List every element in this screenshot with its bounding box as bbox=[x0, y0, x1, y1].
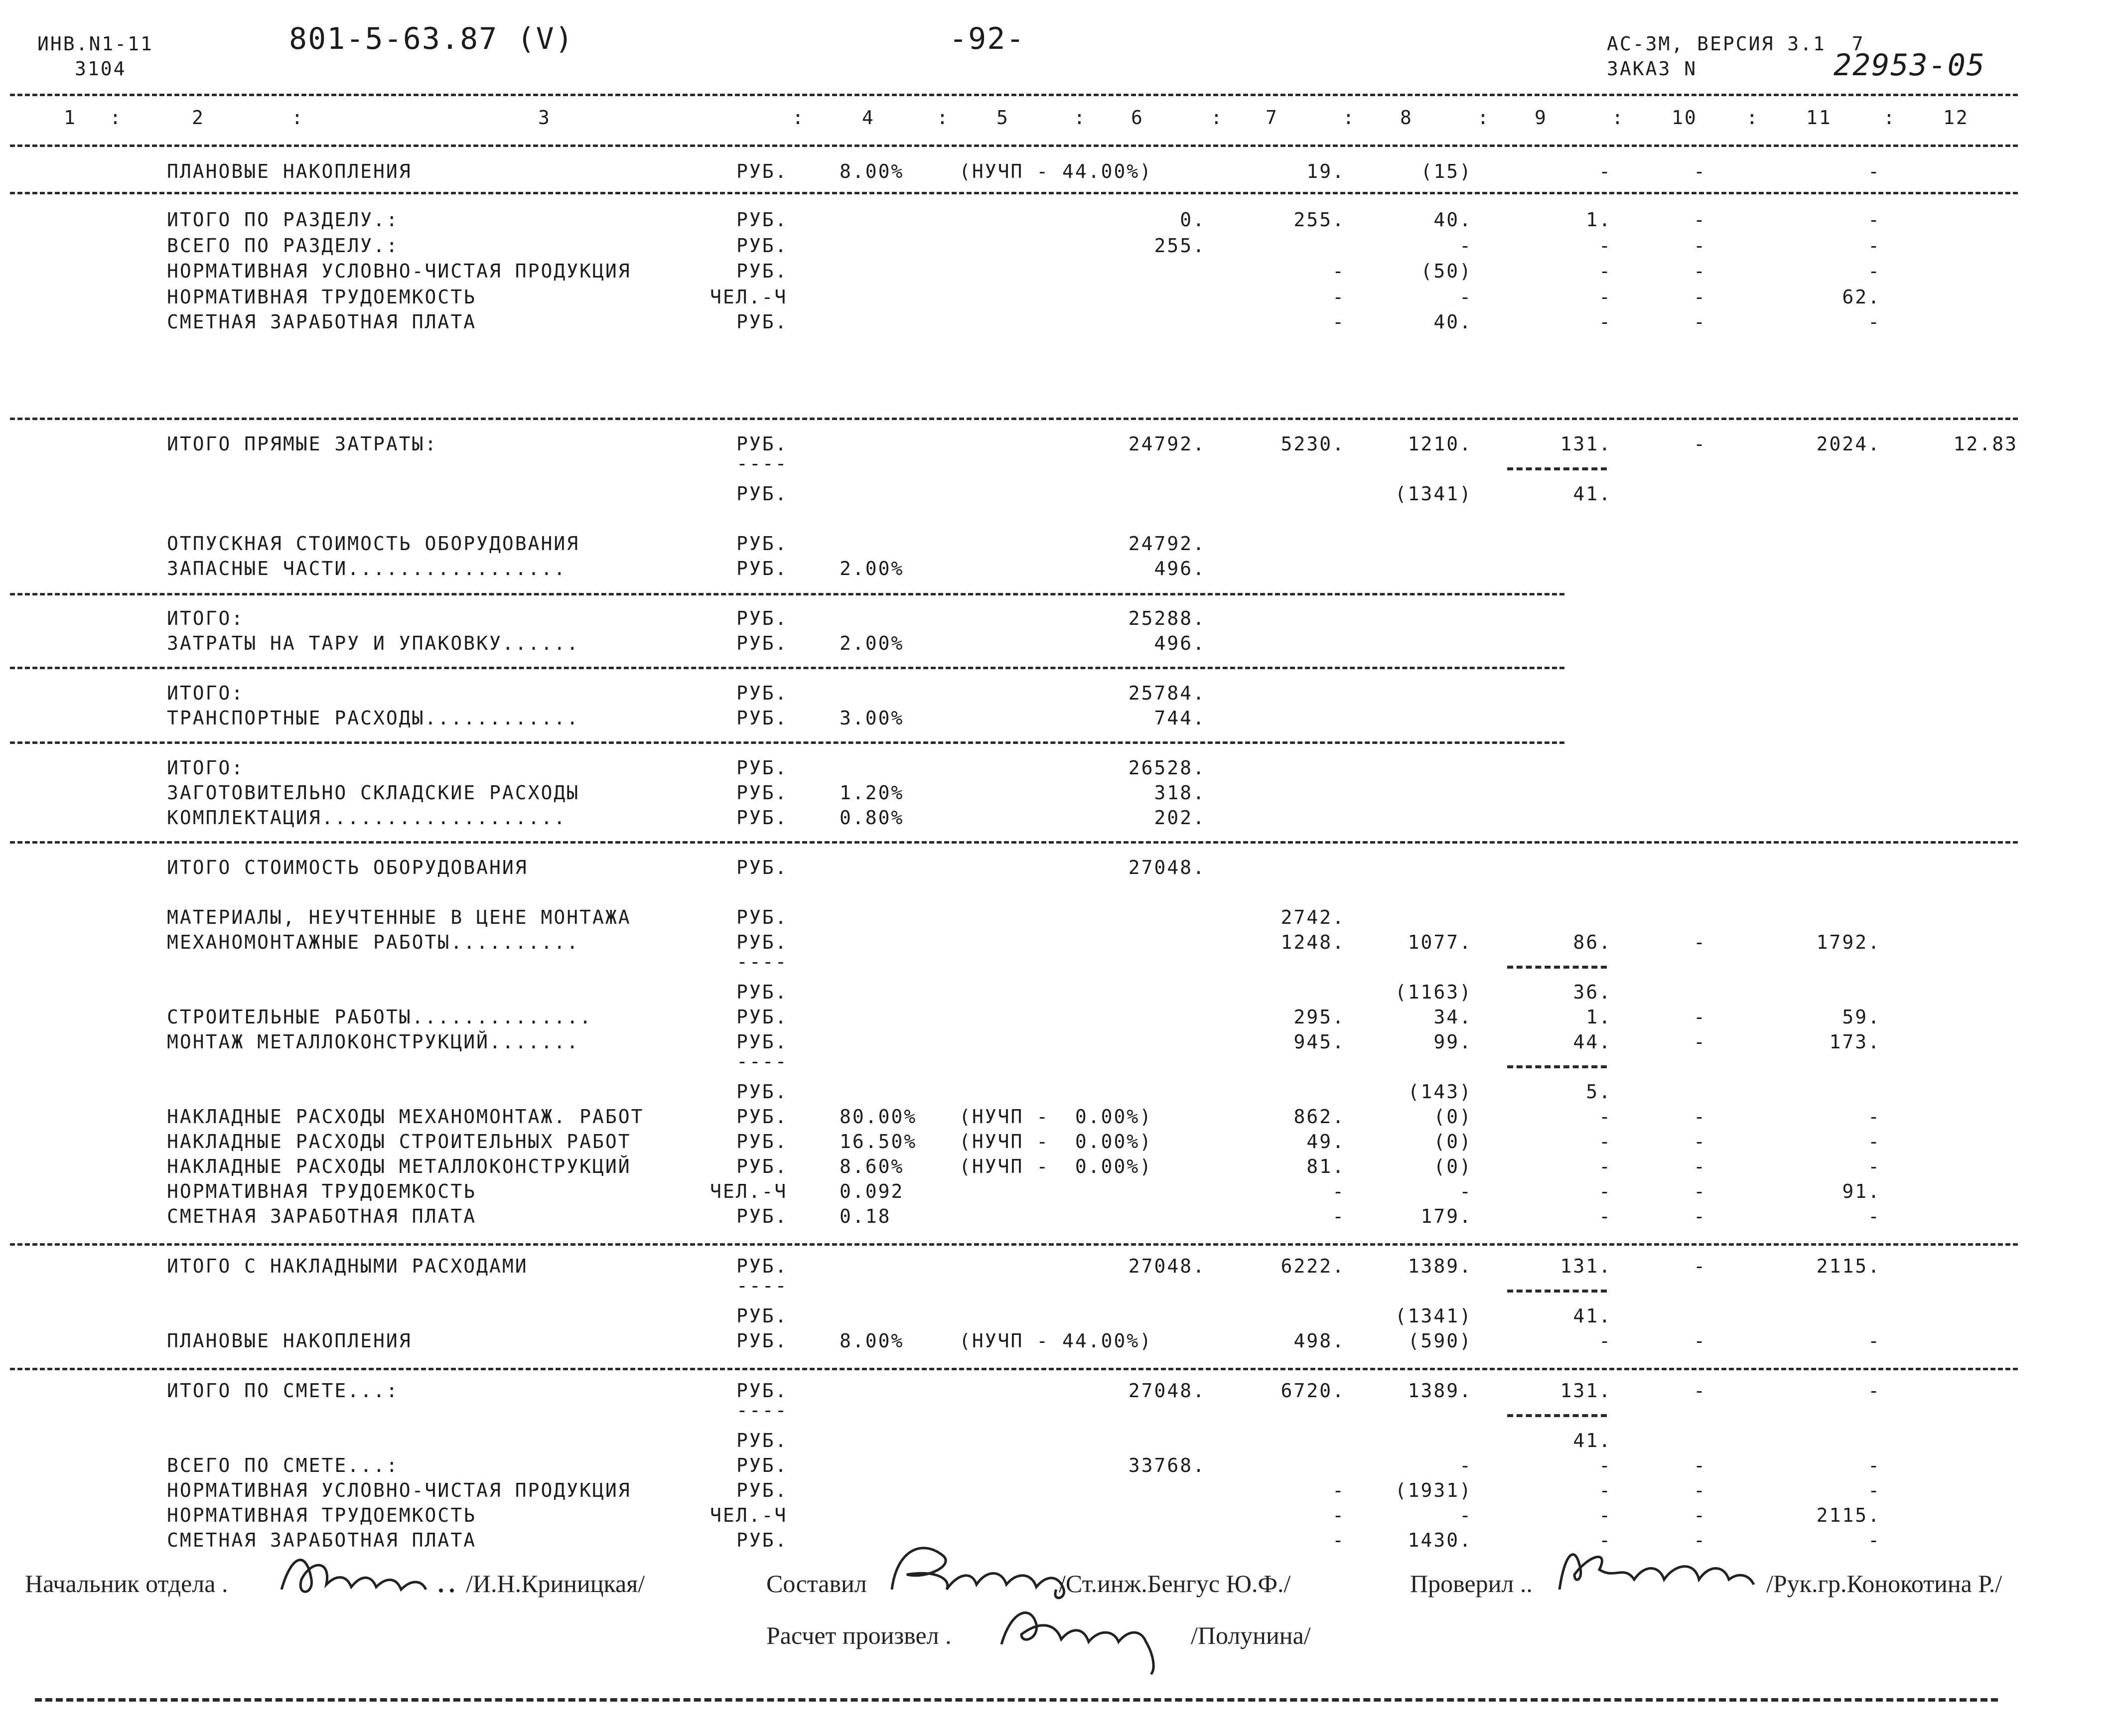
head-name: /И.Н.Криницкая/ bbox=[466, 1570, 645, 1597]
cost-cell: 24792. bbox=[1128, 533, 1206, 555]
unit-cell: РУБ. bbox=[736, 981, 788, 1003]
unit-cell: РУБ. bbox=[736, 1305, 788, 1327]
col10-cell: - bbox=[1694, 1529, 1706, 1551]
rate-cell: 1.20% bbox=[840, 782, 904, 804]
col9-cell: - bbox=[1599, 160, 1612, 182]
col11-cell: - bbox=[1868, 1454, 1881, 1476]
col11-cell: 173. bbox=[1829, 1031, 1881, 1053]
nuchp-cell: (НУЧП - 0.00%) bbox=[959, 1156, 1153, 1177]
col7-cell: - bbox=[1332, 1504, 1345, 1526]
col9-cell: - bbox=[1599, 1106, 1612, 1128]
cost-cell: 26528. bbox=[1128, 757, 1206, 779]
bottom-dashed-line bbox=[35, 1698, 1998, 1702]
col7-cell: - bbox=[1332, 260, 1345, 282]
col12-cell: 12.83 bbox=[1953, 433, 2018, 455]
cost-cell: 24792. bbox=[1128, 433, 1206, 455]
column-number: 5 bbox=[996, 107, 1009, 129]
col11-cell: 2115. bbox=[1816, 1255, 1881, 1277]
row-label: ВСЕГО ПО СМЕТЕ...: bbox=[167, 1454, 399, 1476]
col8-cell: (50) bbox=[1420, 260, 1472, 282]
col11-cell: 91. bbox=[1842, 1180, 1881, 1202]
unit-cell: РУБ. bbox=[736, 209, 788, 231]
row-label: СТРОИТЕЛЬНЫЕ РАБОТЫ.............. bbox=[167, 1006, 592, 1028]
row-label: ИТОГО С НАКЛАДНЫМИ РАСХОДАМИ bbox=[167, 1255, 528, 1277]
unit-cell: ЧЕЛ.-Ч bbox=[710, 286, 788, 308]
col7-cell: 2742. bbox=[1280, 906, 1345, 928]
column-number: 8 bbox=[1400, 107, 1413, 129]
col9-cell: 36. bbox=[1573, 981, 1612, 1003]
checked-signature bbox=[1545, 1535, 1764, 1604]
unit-cell: РУБ. bbox=[736, 1430, 788, 1451]
order-label: ЗАКАЗ N bbox=[1607, 58, 1697, 80]
unit-cell: РУБ. bbox=[736, 682, 788, 704]
rate-cell: 16.50% bbox=[840, 1131, 917, 1153]
col8-cell: 40. bbox=[1433, 311, 1472, 333]
unit-cell: РУБ. bbox=[736, 782, 788, 804]
row-label: НАКЛАДНЫЕ РАСХОДЫ МЕХАНОМОНТАЖ. РАБОТ bbox=[167, 1106, 644, 1128]
cost-cell: 496. bbox=[1154, 632, 1206, 654]
row-label: НОРМАТИВНАЯ УСЛОВНО-ЧИСТАЯ ПРОДУКЦИЯ bbox=[167, 260, 631, 282]
cost-cell: 255. bbox=[1154, 235, 1206, 257]
col10-cell: - bbox=[1694, 1131, 1706, 1153]
rate-cell: 80.00% bbox=[840, 1106, 917, 1128]
row-label: ИТОГО: bbox=[167, 607, 245, 629]
col9-cell: 44. bbox=[1573, 1031, 1612, 1053]
col7-cell: - bbox=[1332, 1205, 1345, 1227]
col8-cell: (143) bbox=[1408, 1081, 1472, 1103]
row-label: ТРАНСПОРТНЫЕ РАСХОДЫ............ bbox=[167, 707, 580, 729]
column-number: 1 bbox=[64, 107, 77, 129]
separator bbox=[10, 192, 2018, 194]
row-label: ИТОГО ПРЯМЫЕ ЗАТРАТЫ: bbox=[167, 433, 438, 455]
col8-cell: (1341) bbox=[1395, 483, 1472, 505]
col11-cell: - bbox=[1868, 1131, 1881, 1153]
row-label: НОРМАТИВНАЯ УСЛОВНО-ЧИСТАЯ ПРОДУКЦИЯ bbox=[167, 1479, 631, 1501]
cost-cell: 744. bbox=[1154, 707, 1206, 729]
separator bbox=[10, 593, 1564, 595]
col10-cell: - bbox=[1694, 235, 1706, 257]
unit-cell: РУБ. bbox=[736, 1479, 788, 1501]
col7-cell: 498. bbox=[1293, 1330, 1345, 1352]
col11-cell: - bbox=[1868, 209, 1881, 231]
col11-cell: - bbox=[1868, 1529, 1881, 1551]
unit-cell: РУБ. bbox=[736, 260, 788, 282]
unit-underline: ---- bbox=[736, 951, 788, 973]
subtotal-underline bbox=[1507, 1414, 1607, 1417]
col10-cell: - bbox=[1694, 1031, 1706, 1053]
col9-cell: - bbox=[1599, 235, 1612, 257]
unit-cell: РУБ. bbox=[736, 1380, 788, 1402]
col10-cell: - bbox=[1694, 1106, 1706, 1128]
col10-cell: - bbox=[1694, 1180, 1706, 1202]
unit-cell: ЧЕЛ.-Ч bbox=[710, 1180, 788, 1202]
column-divider: : bbox=[291, 107, 304, 129]
rate-cell: 3.00% bbox=[840, 707, 904, 729]
column-divider: : bbox=[110, 107, 123, 129]
col8-cell: (0) bbox=[1433, 1131, 1472, 1153]
col10-cell: - bbox=[1694, 1006, 1706, 1028]
unit-cell: РУБ. bbox=[736, 533, 788, 555]
cost-cell: 27048. bbox=[1128, 1255, 1206, 1277]
cost-cell: 496. bbox=[1154, 558, 1206, 579]
column-divider: : bbox=[1746, 107, 1759, 129]
unit-cell: РУБ. bbox=[736, 1529, 788, 1551]
unit-cell: РУБ. bbox=[736, 558, 788, 579]
unit-cell: ЧЕЛ.-Ч bbox=[710, 1504, 788, 1526]
separator bbox=[10, 94, 2018, 96]
nuchp-cell: (НУЧП - 0.00%) bbox=[959, 1106, 1153, 1128]
composed-signature bbox=[887, 1535, 1086, 1604]
col7-cell: - bbox=[1332, 311, 1345, 333]
subtotal-underline bbox=[1507, 1290, 1607, 1293]
row-label: МАТЕРИАЛЫ, НЕУЧТЕННЫЕ В ЦЕНЕ МОНТАЖА bbox=[167, 906, 631, 928]
unit-cell: РУБ. bbox=[736, 1330, 788, 1352]
row-label: НОРМАТИВНАЯ ТРУДОЕМКОСТЬ bbox=[167, 1180, 477, 1202]
cost-cell: 25784. bbox=[1128, 682, 1206, 704]
col9-cell: 41. bbox=[1573, 1305, 1612, 1327]
row-label: ИТОГО: bbox=[167, 682, 245, 704]
head-label: Начальник отдела . bbox=[25, 1570, 228, 1597]
calc-signature bbox=[991, 1594, 1191, 1679]
rate-cell: 8.00% bbox=[840, 160, 904, 182]
col11-cell: - bbox=[1868, 260, 1881, 282]
column-number: 10 bbox=[1672, 107, 1697, 129]
row-label: НАКЛАДНЫЕ РАСХОДЫ СТРОИТЕЛЬНЫХ РАБОТ bbox=[167, 1131, 631, 1153]
row-label: СМЕТНАЯ ЗАРАБОТНАЯ ПЛАТА bbox=[167, 1205, 477, 1227]
col7-cell: 5230. bbox=[1280, 433, 1345, 455]
column-divider: : bbox=[937, 107, 950, 129]
column-divider: : bbox=[1477, 107, 1490, 129]
col8-cell: - bbox=[1459, 1454, 1472, 1476]
col11-cell: - bbox=[1868, 1205, 1881, 1227]
row-label: СМЕТНАЯ ЗАРАБОТНАЯ ПЛАТА bbox=[167, 1529, 477, 1551]
col8-cell: 1210. bbox=[1408, 433, 1472, 455]
unit-cell: РУБ. bbox=[736, 607, 788, 629]
col10-cell: - bbox=[1694, 931, 1706, 953]
col7-cell: 6720. bbox=[1280, 1380, 1345, 1402]
col10-cell: - bbox=[1694, 1156, 1706, 1177]
checked-name: /Рук.гр.Конокотина Р./ bbox=[1766, 1570, 2002, 1597]
col11-cell: - bbox=[1868, 235, 1881, 257]
cost-cell: 33768. bbox=[1128, 1454, 1206, 1476]
unit-cell: РУБ. bbox=[736, 1006, 788, 1028]
col9-cell: - bbox=[1599, 286, 1612, 308]
col9-cell: - bbox=[1599, 1479, 1612, 1501]
rate-cell: 8.60% bbox=[840, 1156, 904, 1177]
col10-cell: - bbox=[1694, 1205, 1706, 1227]
col9-cell: - bbox=[1599, 1504, 1612, 1526]
row-label: ЗАТРАТЫ НА ТАРУ И УПАКОВКУ...... bbox=[167, 632, 580, 654]
col9-cell: 1. bbox=[1586, 209, 1612, 231]
unit-cell: РУБ. bbox=[736, 1454, 788, 1476]
col7-cell: 862. bbox=[1293, 1106, 1345, 1128]
col8-cell: (15) bbox=[1420, 160, 1472, 182]
row-label: ИТОГО СТОИМОСТЬ ОБОРУДОВАНИЯ bbox=[167, 857, 528, 878]
head-signature bbox=[277, 1545, 486, 1609]
col9-cell: 86. bbox=[1573, 931, 1612, 953]
cost-cell: 0. bbox=[1180, 209, 1206, 231]
row-label: МЕХАНОМОНТАЖНЫЕ РАБОТЫ.......... bbox=[167, 931, 580, 953]
col9-cell: - bbox=[1599, 1529, 1612, 1551]
row-label: ЗАГОТОВИТЕЛЬНО СКЛАДСКИЕ РАСХОДЫ bbox=[167, 782, 580, 804]
col8-cell: (0) bbox=[1433, 1106, 1472, 1128]
col7-cell: - bbox=[1332, 1529, 1345, 1551]
rate-cell: 8.00% bbox=[840, 1330, 904, 1352]
unit-cell: РУБ. bbox=[736, 707, 788, 729]
calc-label: Расчет произвел . bbox=[766, 1621, 952, 1649]
unit-cell: РУБ. bbox=[736, 483, 788, 505]
row-label: ПЛАНОВЫЕ НАКОПЛЕНИЯ bbox=[167, 160, 412, 182]
col10-cell: - bbox=[1694, 1504, 1706, 1526]
column-divider: : bbox=[1612, 107, 1625, 129]
rate-cell: 2.00% bbox=[840, 558, 904, 579]
unit-cell: РУБ. bbox=[736, 906, 788, 928]
col7-cell: - bbox=[1332, 1180, 1345, 1202]
col9-cell: - bbox=[1599, 311, 1612, 333]
separator bbox=[10, 418, 2018, 420]
col8-cell: (1163) bbox=[1395, 981, 1472, 1003]
col9-cell: 131. bbox=[1560, 1380, 1612, 1402]
col11-cell: - bbox=[1868, 1156, 1881, 1177]
separator bbox=[10, 741, 1564, 744]
column-number: 6 bbox=[1131, 107, 1144, 129]
column-number: 7 bbox=[1266, 107, 1278, 129]
unit-cell: РУБ. bbox=[736, 931, 788, 953]
row-label: ОТПУСКНАЯ СТОИМОСТЬ ОБОРУДОВАНИЯ bbox=[167, 533, 580, 555]
col10-cell: - bbox=[1694, 1479, 1706, 1501]
col10-cell: - bbox=[1694, 209, 1706, 231]
col8-cell: 34. bbox=[1433, 1006, 1472, 1028]
order-number: 22953-05 bbox=[1834, 48, 1985, 83]
col8-cell: (0) bbox=[1433, 1156, 1472, 1177]
col11-cell: 2115. bbox=[1816, 1504, 1881, 1526]
inventory-number: ИНВ.N1-11 bbox=[37, 33, 153, 55]
col7-cell: - bbox=[1332, 1479, 1345, 1501]
col7-cell: 81. bbox=[1306, 1156, 1345, 1177]
nuchp-cell: (НУЧП - 0.00%) bbox=[959, 1131, 1153, 1153]
column-divider: : bbox=[1883, 107, 1896, 129]
col11-cell: 59. bbox=[1842, 1006, 1881, 1028]
row-label: КОМПЛЕКТАЦИЯ................... bbox=[167, 807, 567, 829]
inventory-subnumber: 3104 bbox=[75, 58, 127, 80]
cost-cell: 25288. bbox=[1128, 607, 1206, 629]
col9-cell: 131. bbox=[1560, 433, 1612, 455]
col10-cell: - bbox=[1694, 1380, 1706, 1402]
col10-cell: - bbox=[1694, 160, 1706, 182]
subtotal-underline bbox=[1507, 1065, 1607, 1068]
col11-cell: - bbox=[1868, 1330, 1881, 1352]
col11-cell: - bbox=[1868, 311, 1881, 333]
col10-cell: - bbox=[1694, 433, 1706, 455]
software-version: АС-3М, ВЕРСИЯ 3.1 7 bbox=[1607, 33, 1865, 55]
col11-cell: 2024. bbox=[1816, 433, 1881, 455]
row-label: ВСЕГО ПО РАЗДЕЛУ.: bbox=[167, 235, 399, 257]
col7-cell: 945. bbox=[1293, 1031, 1345, 1053]
col7-cell: 6222. bbox=[1280, 1255, 1345, 1277]
col11-cell: 1792. bbox=[1816, 931, 1881, 953]
rate-cell: 2.00% bbox=[840, 632, 904, 654]
row-label: ИТОГО ПО РАЗДЕЛУ.: bbox=[167, 209, 399, 231]
subtotal-underline bbox=[1507, 467, 1607, 470]
rate-cell: 0.092 bbox=[840, 1180, 904, 1202]
nuchp-cell: (НУЧП - 44.00%) bbox=[959, 160, 1153, 182]
unit-cell: РУБ. bbox=[736, 807, 788, 829]
nuchp-cell: (НУЧП - 44.00%) bbox=[959, 1330, 1153, 1352]
col9-cell: 131. bbox=[1560, 1255, 1612, 1277]
col8-cell: - bbox=[1459, 235, 1472, 257]
col9-cell: - bbox=[1599, 1131, 1612, 1153]
separator bbox=[10, 145, 2018, 147]
unit-cell: РУБ. bbox=[736, 857, 788, 878]
unit-cell: РУБ. bbox=[736, 1205, 788, 1227]
column-number: 4 bbox=[862, 107, 875, 129]
column-divider: : bbox=[1211, 107, 1224, 129]
row-label: ЗАПАСНЫЕ ЧАСТИ................. bbox=[167, 558, 567, 579]
col11-cell: - bbox=[1868, 1479, 1881, 1501]
composed-label: Составил bbox=[766, 1570, 867, 1597]
col9-cell: - bbox=[1599, 1205, 1612, 1227]
col8-cell: (1341) bbox=[1395, 1305, 1472, 1327]
separator bbox=[10, 1243, 2018, 1246]
col8-cell: (590) bbox=[1408, 1330, 1472, 1352]
cost-cell: 318. bbox=[1154, 782, 1206, 804]
rate-cell: 0.80% bbox=[840, 807, 904, 829]
col7-cell: 1248. bbox=[1280, 931, 1345, 953]
column-divider: : bbox=[1343, 107, 1356, 129]
subtotal-underline bbox=[1507, 966, 1607, 969]
col10-cell: - bbox=[1694, 1330, 1706, 1352]
separator bbox=[10, 667, 1564, 669]
unit-underline: ---- bbox=[736, 1275, 788, 1297]
col10-cell: - bbox=[1694, 1255, 1706, 1277]
row-label: ИТОГО: bbox=[167, 757, 245, 779]
col8-cell: - bbox=[1459, 286, 1472, 308]
col9-cell: - bbox=[1599, 1330, 1612, 1352]
col9-cell: - bbox=[1599, 260, 1612, 282]
unit-cell: РУБ. bbox=[736, 235, 788, 257]
col7-cell: 49. bbox=[1306, 1131, 1345, 1153]
col8-cell: 179. bbox=[1420, 1205, 1472, 1227]
column-number: 3 bbox=[538, 107, 551, 129]
col10-cell: - bbox=[1694, 311, 1706, 333]
col11-cell: 62. bbox=[1842, 286, 1881, 308]
col9-cell: 5. bbox=[1586, 1081, 1612, 1103]
column-number: 12 bbox=[1943, 107, 1969, 129]
cost-cell: 202. bbox=[1154, 807, 1206, 829]
unit-cell: РУБ. bbox=[736, 311, 788, 333]
col11-cell: - bbox=[1868, 1106, 1881, 1128]
col7-cell: 19. bbox=[1306, 160, 1345, 182]
col9-cell: 41. bbox=[1573, 1430, 1612, 1451]
col7-cell: 255. bbox=[1293, 209, 1345, 231]
col9-cell: 41. bbox=[1573, 483, 1612, 505]
col9-cell: - bbox=[1599, 1156, 1612, 1177]
col11-cell: - bbox=[1868, 160, 1881, 182]
row-label: МОНТАЖ МЕТАЛЛОКОНСТРУКЦИЙ....... bbox=[167, 1031, 580, 1053]
composed-name: /Ст.инж.Бенгус Ю.Ф./ bbox=[1059, 1570, 1291, 1597]
unit-cell: РУБ. bbox=[736, 1031, 788, 1053]
column-divider: : bbox=[1074, 107, 1087, 129]
col9-cell: 1. bbox=[1586, 1006, 1612, 1028]
col8-cell: 1077. bbox=[1408, 931, 1472, 953]
unit-underline: ---- bbox=[736, 452, 788, 474]
unit-underline: ---- bbox=[736, 1050, 788, 1072]
col7-cell: 295. bbox=[1293, 1006, 1345, 1028]
unit-cell: РУБ. bbox=[736, 1106, 788, 1128]
unit-cell: РУБ. bbox=[736, 1131, 788, 1153]
project-code: 801-5-63.87 (V) bbox=[289, 21, 574, 56]
col8-cell: 40. bbox=[1433, 209, 1472, 231]
column-divider: : bbox=[792, 107, 805, 129]
cost-cell: 27048. bbox=[1128, 857, 1206, 878]
row-label: ИТОГО ПО СМЕТЕ...: bbox=[167, 1380, 399, 1402]
col10-cell: - bbox=[1694, 260, 1706, 282]
unit-cell: РУБ. bbox=[736, 1081, 788, 1103]
row-label: СМЕТНАЯ ЗАРАБОТНАЯ ПЛАТА bbox=[167, 311, 477, 333]
calc-name: /Полунина/ bbox=[1191, 1621, 1311, 1649]
col8-cell: - bbox=[1459, 1504, 1472, 1526]
row-label: НАКЛАДНЫЕ РАСХОДЫ МЕТАЛЛОКОНСТРУКЦИЙ bbox=[167, 1156, 631, 1177]
col8-cell: 99. bbox=[1433, 1031, 1472, 1053]
row-label: НОРМАТИВНАЯ ТРУДОЕМКОСТЬ bbox=[167, 286, 477, 308]
checked-label: Проверил .. bbox=[1410, 1570, 1533, 1597]
col8-cell: 1430. bbox=[1408, 1529, 1472, 1551]
col8-cell: - bbox=[1459, 1180, 1472, 1202]
column-number: 11 bbox=[1806, 107, 1832, 129]
col10-cell: - bbox=[1694, 1454, 1706, 1476]
col8-cell: 1389. bbox=[1408, 1255, 1472, 1277]
unit-cell: РУБ. bbox=[736, 1255, 788, 1277]
col8-cell: 1389. bbox=[1408, 1380, 1472, 1402]
col7-cell: - bbox=[1332, 286, 1345, 308]
column-number: 2 bbox=[192, 107, 205, 129]
rate-cell: 0.18 bbox=[840, 1205, 891, 1227]
col11-cell: - bbox=[1868, 1380, 1881, 1402]
unit-cell: РУБ. bbox=[736, 757, 788, 779]
page-number: -92- bbox=[949, 21, 1025, 56]
column-number: 9 bbox=[1535, 107, 1548, 129]
col8-cell: (1931) bbox=[1395, 1479, 1472, 1501]
separator bbox=[10, 841, 2018, 844]
row-label: ПЛАНОВЫЕ НАКОПЛЕНИЯ bbox=[167, 1330, 412, 1352]
col10-cell: - bbox=[1694, 286, 1706, 308]
unit-cell: РУБ. bbox=[736, 632, 788, 654]
row-label: НОРМАТИВНАЯ ТРУДОЕМКОСТЬ bbox=[167, 1504, 477, 1526]
separator bbox=[10, 1368, 2018, 1370]
col9-cell: - bbox=[1599, 1454, 1612, 1476]
unit-cell: РУБ. bbox=[736, 1156, 788, 1177]
cost-cell: 27048. bbox=[1128, 1380, 1206, 1402]
unit-cell: РУБ. bbox=[736, 433, 788, 455]
unit-underline: ---- bbox=[736, 1399, 788, 1421]
col9-cell: - bbox=[1599, 1180, 1612, 1202]
unit-cell: РУБ. bbox=[736, 160, 788, 182]
